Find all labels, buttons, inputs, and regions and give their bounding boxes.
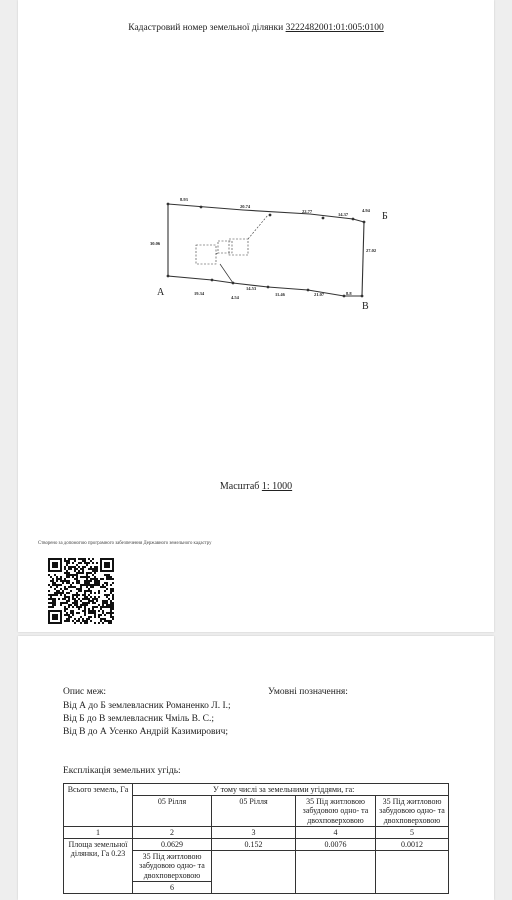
parcel-plan xyxy=(128,188,398,323)
dashed-line-2 xyxy=(216,253,218,254)
left-length: 30.06 xyxy=(150,241,161,246)
empty-cell-2 xyxy=(296,851,376,894)
col-number-4: 4 xyxy=(296,826,376,838)
header-group: У тому числі за земельними угіддями, га: xyxy=(133,784,449,796)
bottom-length-2: 4.54 xyxy=(231,295,239,300)
empty-cell-3 xyxy=(376,851,449,894)
bottom-length-4: 21.07 xyxy=(314,292,325,297)
dashed-line-1 xyxy=(248,215,268,239)
scale-label xyxy=(18,481,494,492)
col-header-3: 35 Під житловою забудовою одно- та двохповерховою xyxy=(296,796,376,827)
extra-column-number: 6 xyxy=(133,881,212,893)
header-total: Всього земель, Га xyxy=(64,784,133,827)
col-header-2: 05 Рілля xyxy=(212,796,296,827)
corner-label-v: В xyxy=(362,301,369,312)
bottom-length-3: 11.46 xyxy=(275,292,285,297)
scale-value: 1: 1000 xyxy=(261,481,293,492)
value-4: 0.0012 xyxy=(376,838,449,850)
explication-table xyxy=(63,783,449,894)
top-length-2: 20.74 xyxy=(240,204,251,209)
explication-title: Експлікація земельних угідь: xyxy=(63,766,181,776)
bound-line-2: Від Б до В землевласник Чміль В. С.; xyxy=(63,714,215,724)
col-number-2: 2 xyxy=(133,826,212,838)
col-number-5: 5 xyxy=(376,826,449,838)
empty-cell-1 xyxy=(212,851,296,894)
top-length-3: 22.77 xyxy=(302,209,313,214)
bound-line-1: Від А до Б землевласник Романенко Л. І.; xyxy=(63,701,231,711)
footnote: Створено за допомогою програмного забезпечення Державного земельного кадастру xyxy=(38,541,212,546)
cadastral-number: 3222482001:01:005:0100 xyxy=(285,23,384,33)
scale-text: Масштаб xyxy=(219,481,260,492)
col-number-3: 3 xyxy=(212,826,296,838)
bounds-title: Опис меж: xyxy=(63,687,107,697)
row-label: Площа земельної ділянки, Га 0.23 xyxy=(64,838,133,893)
bottom-length-5: 8.8 xyxy=(346,291,352,296)
legend-title: Умовні позначення: xyxy=(268,687,348,697)
col-header-4: 35 Під житловою забудовою одно- та двохповерховою xyxy=(376,796,449,827)
bound-line-3: Від В до А Усенко Андрій Казимирович; xyxy=(63,727,229,737)
qr-code xyxy=(48,558,114,624)
extra-column-header: 35 Під житловою забудовою одно- та двохповерховою xyxy=(133,851,212,882)
bottom-upper-length-1: 14.53 xyxy=(246,286,257,291)
top-length-4: 14.37 xyxy=(338,212,349,217)
buildings xyxy=(196,215,268,264)
bottom-length-1: 19.34 xyxy=(194,291,205,296)
value-2: 0.152 xyxy=(212,838,296,850)
value-3: 0.0076 xyxy=(296,838,376,850)
col-number-1: 1 xyxy=(64,826,133,838)
cadastral-plan-page xyxy=(18,0,494,632)
corner-label-b: Б xyxy=(382,211,388,222)
top-length-1: 8.93 xyxy=(180,197,188,202)
right-length: 27.02 xyxy=(366,248,377,253)
top-length-5: 4.94 xyxy=(362,208,370,213)
building-2 xyxy=(218,241,232,253)
parcel-boundary xyxy=(168,204,364,296)
cadastral-label: Кадастровий номер земельної ділянки xyxy=(128,23,284,33)
internal-line xyxy=(220,264,233,283)
value-1: 0.0629 xyxy=(133,838,212,850)
explication-page xyxy=(18,636,494,900)
building-1 xyxy=(196,245,216,264)
corner-label-a: А xyxy=(157,287,165,298)
col-header-1: 05 Рілля xyxy=(133,796,212,827)
cadastral-number-heading xyxy=(18,23,494,33)
